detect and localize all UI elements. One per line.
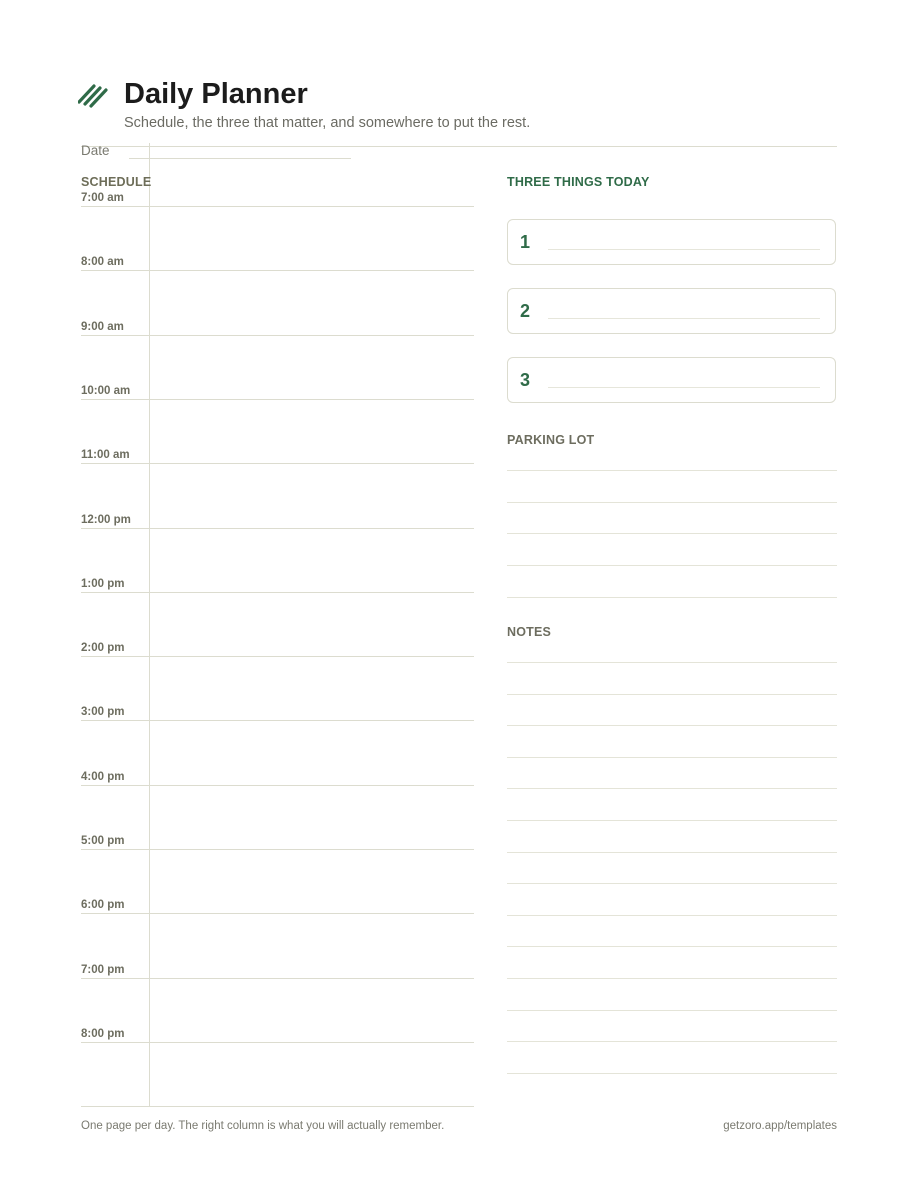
time-label: 7:00 am	[81, 192, 124, 204]
footer-note: One page per day. The right column is what you will actually remember.	[81, 1120, 445, 1132]
stripes-logo-icon	[78, 82, 108, 108]
time-label: 8:00 am	[81, 256, 124, 269]
time-label: 8:00 pm	[81, 1027, 125, 1040]
time-label: 4:00 pm	[81, 770, 125, 783]
priority-write-line[interactable]	[548, 318, 820, 319]
schedule-slot-line[interactable]	[81, 1106, 474, 1107]
schedule-slot-line[interactable]	[81, 206, 474, 207]
schedule-slot-line[interactable]	[81, 720, 474, 721]
notes-line[interactable]	[507, 946, 837, 947]
notes-line[interactable]	[507, 820, 837, 821]
page-subtitle: Schedule, the three that matter, and somewhere to put the rest.	[124, 115, 531, 131]
date-label: Date	[81, 143, 110, 158]
notes-line[interactable]	[507, 788, 837, 789]
three-things-heading: THREE THINGS TODAY	[507, 175, 650, 189]
priority-item[interactable]	[507, 219, 836, 265]
notes-line[interactable]	[507, 978, 837, 979]
priority-number: 1	[520, 232, 531, 252]
notes-line[interactable]	[507, 694, 837, 695]
notes-line[interactable]	[507, 1073, 837, 1074]
priority-item[interactable]	[507, 288, 836, 334]
time-label: 9:00 am	[81, 320, 124, 333]
time-label: 7:00 pm	[81, 963, 125, 976]
time-label: 1:00 pm	[81, 577, 125, 590]
page-title: Daily Planner	[124, 78, 308, 110]
priority-number: 2	[520, 301, 531, 321]
time-label: 5:00 pm	[81, 835, 125, 847]
schedule-heading: SCHEDULE	[81, 175, 152, 189]
parking-lot-line[interactable]	[507, 502, 837, 503]
parking-lot-line[interactable]	[507, 533, 837, 534]
parking-lot-line[interactable]	[507, 597, 837, 598]
priority-write-line[interactable]	[548, 387, 820, 388]
time-label: 12:00 pm	[81, 513, 131, 526]
notes-line[interactable]	[507, 1010, 837, 1011]
priority-item[interactable]	[507, 357, 836, 403]
notes-line[interactable]	[507, 883, 837, 884]
time-label: 11:00 am	[81, 449, 130, 462]
notes-line[interactable]	[507, 852, 837, 853]
priority-write-line[interactable]	[548, 249, 820, 250]
notes-line[interactable]	[507, 725, 837, 726]
time-label: 10:00 am	[81, 384, 131, 397]
schedule-slot-line[interactable]	[81, 785, 474, 786]
date-field[interactable]	[129, 158, 351, 159]
parking-lot-line[interactable]	[507, 470, 837, 471]
schedule-slot-line[interactable]	[81, 913, 474, 914]
notes-line[interactable]	[507, 915, 837, 916]
schedule-slot-line[interactable]	[81, 399, 474, 400]
notes-heading: NOTES	[507, 625, 552, 639]
schedule-slot-line[interactable]	[81, 592, 474, 593]
footer-link[interactable]: getzoro.app/templates	[723, 1120, 837, 1132]
schedule-slot-line[interactable]	[81, 463, 474, 464]
priority-number: 3	[520, 370, 531, 390]
header-divider	[81, 146, 837, 147]
schedule-time-divider	[149, 143, 150, 1107]
schedule-slot-line[interactable]	[81, 1042, 474, 1043]
schedule-slot-line[interactable]	[81, 656, 474, 657]
schedule-slot-line[interactable]	[81, 270, 474, 271]
schedule-slot-line[interactable]	[81, 528, 474, 529]
notes-line[interactable]	[507, 757, 837, 758]
time-label: 3:00 pm	[81, 706, 125, 719]
notes-line[interactable]	[507, 1041, 837, 1042]
parking-lot-heading: PARKING LOT	[507, 433, 595, 447]
schedule-slot-line[interactable]	[81, 978, 474, 979]
notes-line[interactable]	[507, 662, 837, 663]
schedule-slot-line[interactable]	[81, 849, 474, 850]
time-label: 2:00 pm	[81, 642, 125, 655]
parking-lot-line[interactable]	[507, 565, 837, 566]
time-label: 6:00 pm	[81, 899, 125, 912]
schedule-slot-line[interactable]	[81, 335, 474, 336]
